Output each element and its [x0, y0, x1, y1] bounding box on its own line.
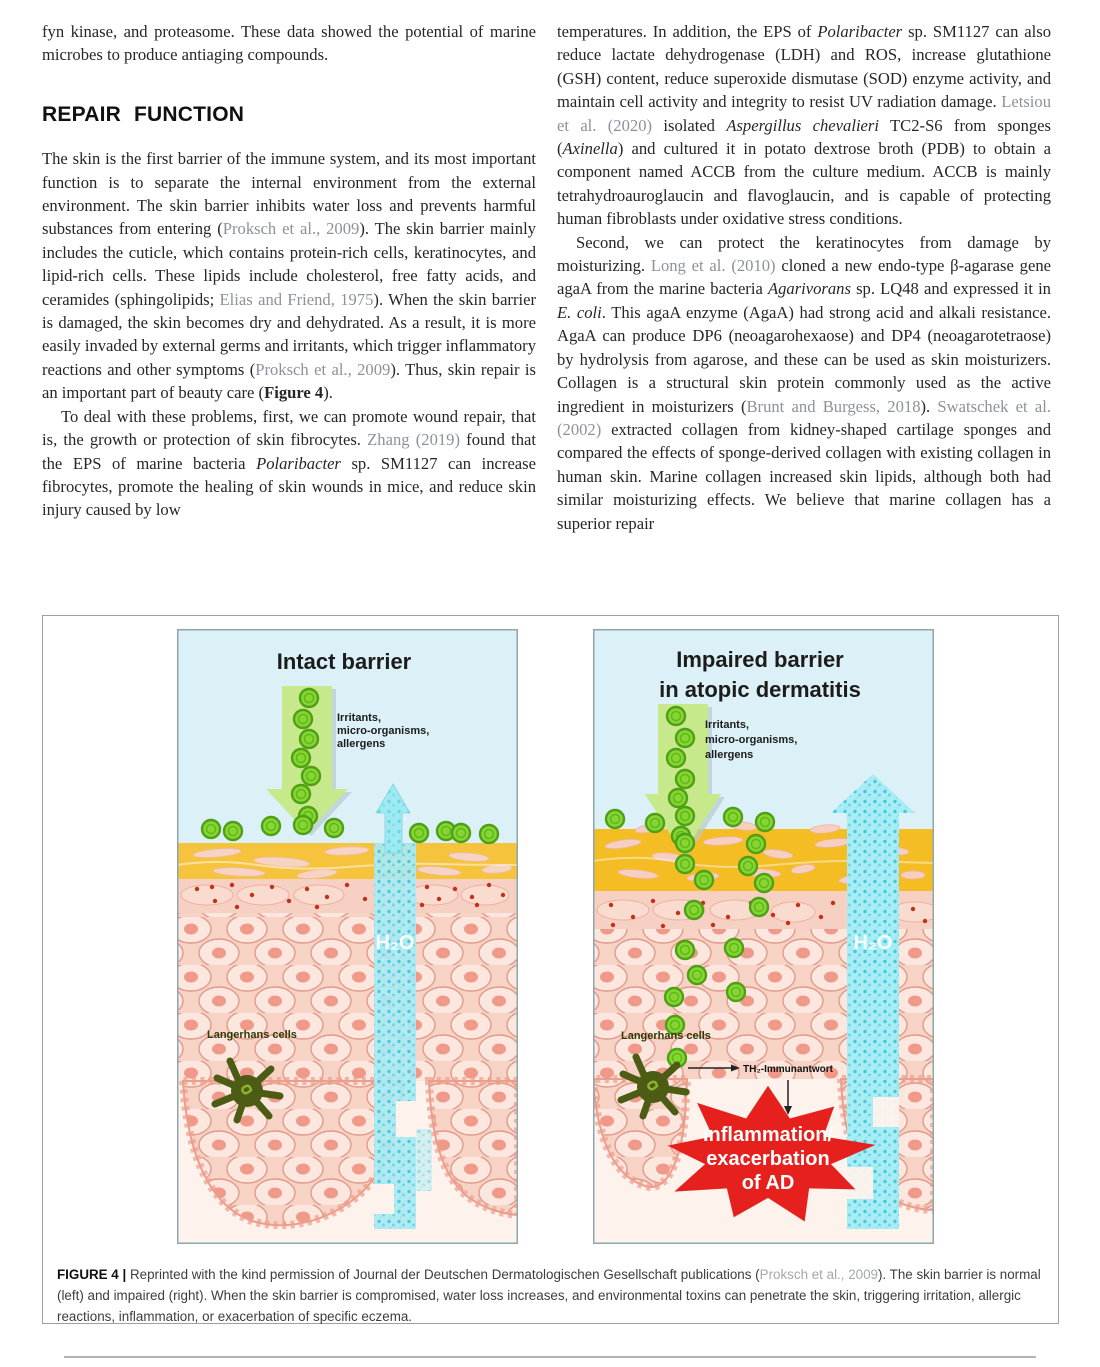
stratum-corneum-layer [177, 843, 518, 880]
text-segment: fyn kinase, and proteasome. These data showed the potential of marine microbes to produce antiaging compounds. [42, 22, 536, 65]
svg-text:Inflammation/: Inflammation/ [702, 1124, 834, 1146]
citation-link[interactable]: Proksch et al., 2009 [222, 219, 360, 239]
text-segment: temperatures. In addition, the EPS of [557, 22, 818, 41]
footer-divider [64, 1356, 1036, 1358]
text-segment: To deal with these problems, first, we can promote wound repair, that is, the growth or protection of skin fibrocytes. [42, 406, 536, 450]
text-segment: Axinella [562, 139, 618, 159]
text-segment: . This agaA enzyme (AgaA) had strong acid and alkali resistance. AgaA can produce DP6 (neoagarohexaose) and DP4 (neoagarotetraose) by hydrolysis from agarose, and these can be used as skin moisturizers. Collagen is a structural skin protein commonly used as the active ingredient in moisturizers ( [557, 302, 1051, 416]
text-column-right [557, 20, 1051, 535]
text-segment: ). When the skin barrier is damaged, the skin becomes dry and dehydrated. As a result, it is more easily invaded by external germs and irritants, which trigger inflammatory reactions and other symptoms ( [42, 289, 536, 379]
svg-text:Irritants,: Irritants, [337, 712, 382, 724]
paragraph-skin-barrier [42, 147, 536, 404]
figure-caption [57, 1265, 1045, 1327]
text-segment: cloned a new endo-type β-agarase gene agaA from the marine bacteria [557, 256, 1051, 299]
citation-link[interactable]: Long et al. (2010) [650, 256, 776, 276]
water-label: H₂O [853, 932, 893, 954]
text-segment: Reprinted with the kind permission of Journal der Deutschen Dermatologischen Gesellschaft publications ( [129, 1267, 760, 1282]
figure-panel-impaired-barrier [593, 629, 934, 1244]
svg-text:micro-organisms,: micro-organisms, [705, 734, 798, 746]
citation-link[interactable]: Proksch et al., 2009 [255, 359, 391, 379]
citation-link[interactable]: Brunt and Burgess, 2018 [746, 396, 921, 416]
citation-link[interactable]: Swatschek et al. (2002) [557, 396, 1051, 439]
text-segment: ). Thus, skin repair is an important part of beauty care ( [42, 359, 536, 403]
citation-link[interactable]: Zhang (2019) [367, 430, 460, 450]
citation-link[interactable]: Elias and Friend, 1975 [219, 289, 374, 309]
svg-text:Irritants,: Irritants, [705, 719, 750, 731]
svg-text:allergens: allergens [705, 749, 754, 761]
text-segment: ). The skin barrier mainly includes the cuticle, which contains protein-rich cells, keratinocytes, and lipid-rich cells. These lipids include cholesterol, free fatty acids, and ceramides (sphingolipids; [42, 219, 536, 309]
langerhans-label: Langerhans cells [621, 1030, 711, 1042]
svg-text:Impaired barrier: Impaired barrier [676, 647, 844, 672]
text-segment: found that the EPS of marine bacteria [42, 430, 536, 473]
svg-text:allergens: allergens [337, 738, 386, 750]
text-segment: ). The skin barrier is normal (left) and impaired (right). When the skin barrier is compromised, water loss increases, and environmental toxins can penetrate the skin, triggering irritation, allergic reactions, inflammation, or exacerbation of specific eczema. [57, 1267, 1041, 1324]
water-label: H₂O [375, 932, 415, 954]
paragraph-intro [42, 20, 536, 67]
svg-text:micro-organisms,: micro-organisms, [337, 725, 430, 737]
text-segment: sp. LQ48 and expressed it in [850, 279, 1051, 299]
text-segment: ). [323, 383, 333, 403]
section-heading: REPAIR FUNCTION [42, 102, 245, 126]
panel-title: Intact barrier [276, 649, 412, 674]
citation-link[interactable]: Proksch et al., 2009 [759, 1267, 878, 1282]
figure-panel-intact-barrier [177, 629, 518, 1244]
text-segment: ). [920, 396, 938, 416]
th2-label: TH₂-Immunantwort [743, 1064, 833, 1075]
text-segment: Polaribacter [817, 22, 903, 41]
paragraph-moisturizing [557, 231, 1051, 535]
text-segment: sp. SM1127 can also reduce lactate dehydrogenase (LDH) and ROS, increase glutathione (GSH) content, reduce superoxide dismutase (SOD) enzyme activity, and maintain cell activity and integrity to resist UV radiation damage. [557, 22, 1052, 112]
text-segment: isolated [652, 115, 727, 135]
text-segment: extracted collagen from kidney-shaped cartilage sponges and compared the effects of sponge-derived collagen with existing collagen in human skin. Marine collagen increased skin lipids, although both had similar moisturizing effects. We believe that marine collagen has a superior repair [557, 419, 1051, 533]
citation-link[interactable]: Letsiou et al. (2020) [557, 92, 1051, 135]
text-segment: Polaribacter [256, 453, 341, 473]
langerhans-label: Langerhans cells [207, 1029, 297, 1041]
text-column-left [42, 20, 536, 522]
text-segment: sp. SM1127 can increase fibrocytes, promote the healing of skin wounds in mice, and reduce skin injury caused by low [42, 453, 536, 520]
text-segment: Second, we can protect the keratinocytes from damage by moisturizing. [557, 232, 1051, 276]
text-segment: The skin is the first barrier of the immune system, and its most important function is to separate the internal environment from the external environment. The skin barrier inhibits water loss and prevents harmful substances from entering ( [42, 149, 536, 239]
svg-text:exacerbation: exacerbation [706, 1148, 830, 1170]
text-segment: Aspergillus chevalieri [726, 115, 879, 135]
paragraph-wound-repair [42, 405, 536, 522]
text-segment: E. coli [557, 302, 602, 322]
svg-text:in atopic dermatitis: in atopic dermatitis [659, 677, 861, 702]
text-segment: FIGURE 4 | [57, 1267, 130, 1282]
granular-layer [177, 879, 518, 913]
text-segment: TC2-S6 from sponges ( [557, 115, 1051, 159]
epidermis-cells [177, 913, 518, 1081]
text-segment: Agarivorans [767, 279, 851, 299]
text-segment: ) and cultured it in potato dextrose broth (PDB) to obtain a component named ACCB from the culture medium. ACCB is mainly tetrahydroauroglaucin and flavoglaucin, and is capable of protecting human fibroblasts under oxidative stress conditions. [557, 139, 1051, 229]
figure-4 [42, 615, 1059, 1324]
text-segment: Figure 4 [264, 383, 324, 403]
svg-text:of AD: of AD [741, 1172, 795, 1194]
paragraph-eps [557, 20, 1051, 231]
